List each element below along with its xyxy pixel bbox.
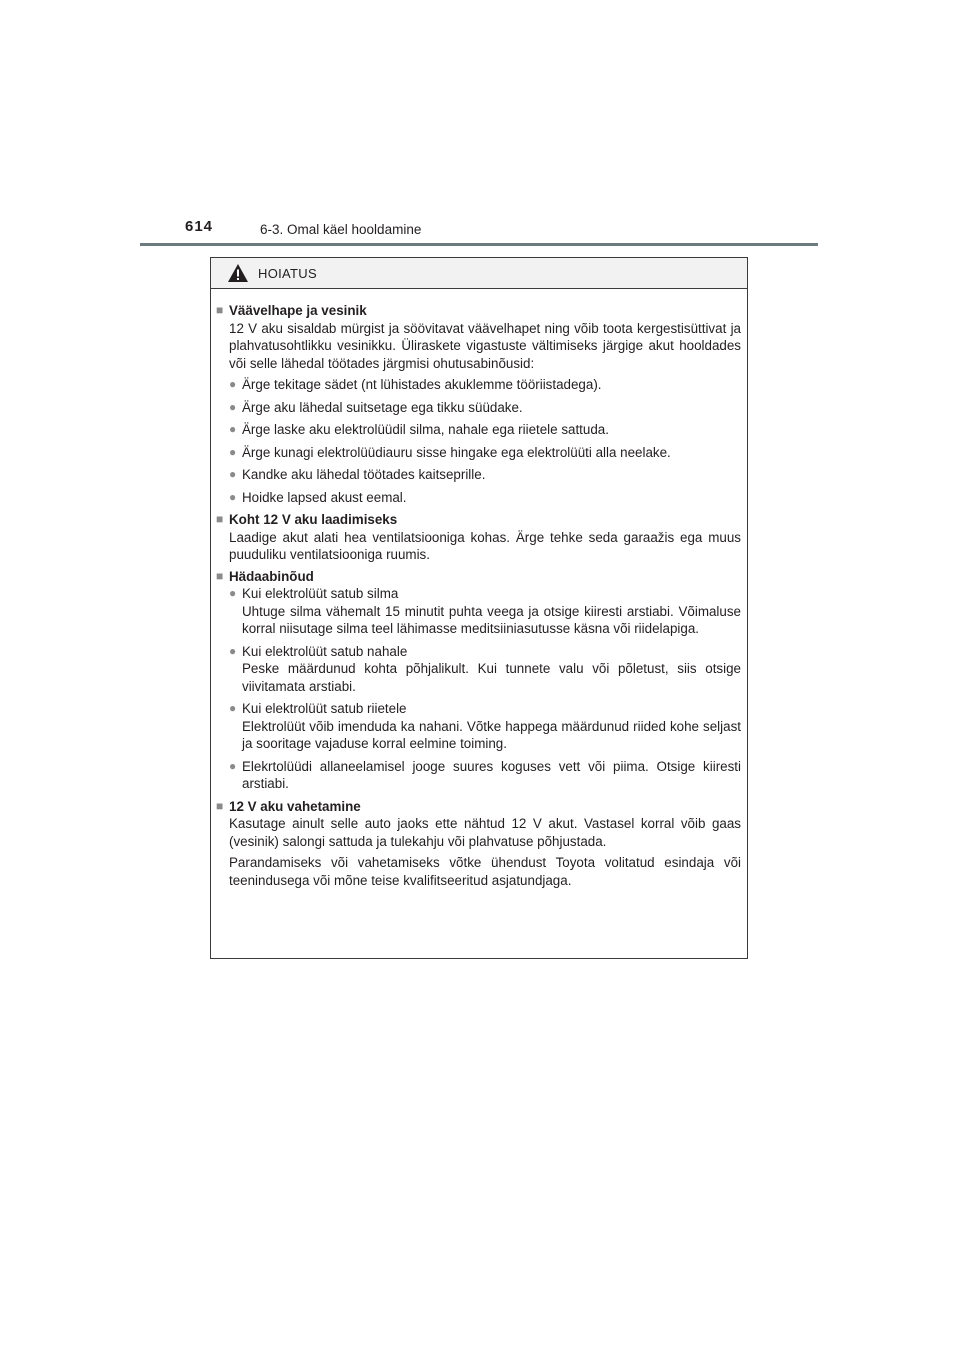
list-item: ● Kui elektrolüüt satub silma Uhtuge silma vähemalt 15 minutit puhta veega ja otsige kiiresti arstiabi. Võimaluse korral niisutage silma teel lähimasse meditsiiniasutusse käsna või riidelapiga. bbox=[229, 586, 741, 636]
warning-body bbox=[211, 289, 747, 889]
header-rule bbox=[140, 243, 818, 246]
list-item: ● Elekrtolüüdi allaneelamisel jooge suures koguses vett või piima. Otsige kiiresti arstiabi. bbox=[229, 758, 741, 791]
page-number: 614 bbox=[185, 218, 214, 235]
list-item: ● Ärge aku lähedal suitsetage ega tikku süüdake. bbox=[229, 399, 523, 415]
list-item: ● Ärge tekitage sädet (nt lühistades akuklemme tööriistadega). bbox=[229, 377, 602, 392]
warning-box bbox=[210, 257, 748, 959]
section-title: 6-3. Omal käel hooldamine bbox=[260, 222, 422, 237]
warning-triangle-icon bbox=[227, 263, 249, 283]
square-bullet-icon: ■ bbox=[216, 798, 224, 813]
section-paragraph: Parandamiseks või vahetamiseks võtke ühendust Toyota volitatud esindaja või teenindusega või mõne teise kvalifitseeritud asjatundjaga. bbox=[229, 855, 741, 888]
list-item: ● Hoidke lapsed akust eemal. bbox=[229, 489, 407, 505]
warning-section bbox=[216, 798, 741, 890]
circle-bullet-icon: ● bbox=[229, 643, 237, 658]
square-bullet-icon: ■ bbox=[216, 512, 224, 526]
circle-bullet-icon: ● bbox=[229, 444, 237, 459]
section-heading: ■ Väävelhape ja vesinik bbox=[216, 303, 367, 318]
section-heading: ■ Hädaabinõud bbox=[216, 568, 314, 584]
section-paragraph: 12 V aku sisaldab mürgist ja söövitavat väävelhapet ning võib toota kergestisüttivat ja plahvatusohtlikku vesinikku. Üliraskete vigastuste vältimiseks järgige akut hooldades või selle lähedal töötades järgmisi ohutusabinõusid: bbox=[229, 320, 741, 371]
square-bullet-icon: ■ bbox=[216, 303, 224, 317]
list-item: ● Kandke aku lähedal töötades kaitseprille. bbox=[229, 467, 486, 482]
section-paragraph: Laadige akut alati hea ventilatsiooniga kohas. Ärge tehke seda garaažis ega muus puuduliku ventilatsiooniga ruumis. bbox=[229, 529, 741, 562]
circle-bullet-icon: ● bbox=[229, 586, 237, 600]
circle-bullet-icon: ● bbox=[229, 422, 237, 436]
circle-bullet-icon: ● bbox=[229, 489, 237, 504]
warning-section bbox=[216, 302, 741, 506]
section-paragraph: Kasutage ainult selle auto jaoks ette nähtud 12 V akut. Vastasel korral võib gaas (vesinik) salongi sattuda ja tulekahju või plahvatuse põhjustada. bbox=[229, 816, 741, 849]
section-heading: ■ Koht 12 V aku laadimiseks bbox=[216, 512, 398, 527]
section-heading: ■ 12 V aku vahetamine bbox=[216, 798, 361, 814]
list-item: ● Kui elektrolüüt satub riietele Elektrolüüt võib imenduda ka nahani. Võtke happega määrdunud riided kohe seljast ja sooritage vajaduse korral eelmine toiming. bbox=[229, 701, 741, 751]
warning-title: HOIATUS bbox=[258, 266, 317, 281]
circle-bullet-icon: ● bbox=[229, 467, 237, 481]
circle-bullet-icon: ● bbox=[229, 399, 237, 414]
circle-bullet-icon: ● bbox=[229, 701, 237, 715]
warning-header bbox=[211, 258, 747, 289]
circle-bullet-icon: ● bbox=[229, 377, 237, 391]
circle-bullet-icon: ● bbox=[229, 758, 237, 773]
list-item: ● Ärge laske aku elektrolüüdil silma, nahale ega riietele sattuda. bbox=[229, 422, 609, 437]
warning-section bbox=[216, 511, 741, 564]
warning-section bbox=[216, 568, 741, 793]
square-bullet-icon: ■ bbox=[216, 568, 224, 583]
list-item: ● Ärge kunagi elektrolüüdiauru sisse hingake ega elektrolüüti alla neelake. bbox=[229, 444, 671, 460]
list-item: ● Kui elektrolüüt satub nahale Peske määrdunud kohta põhjalikult. Kui tunnete valu või põletust, siis otsige viivitamata arstiabi. bbox=[229, 643, 741, 694]
